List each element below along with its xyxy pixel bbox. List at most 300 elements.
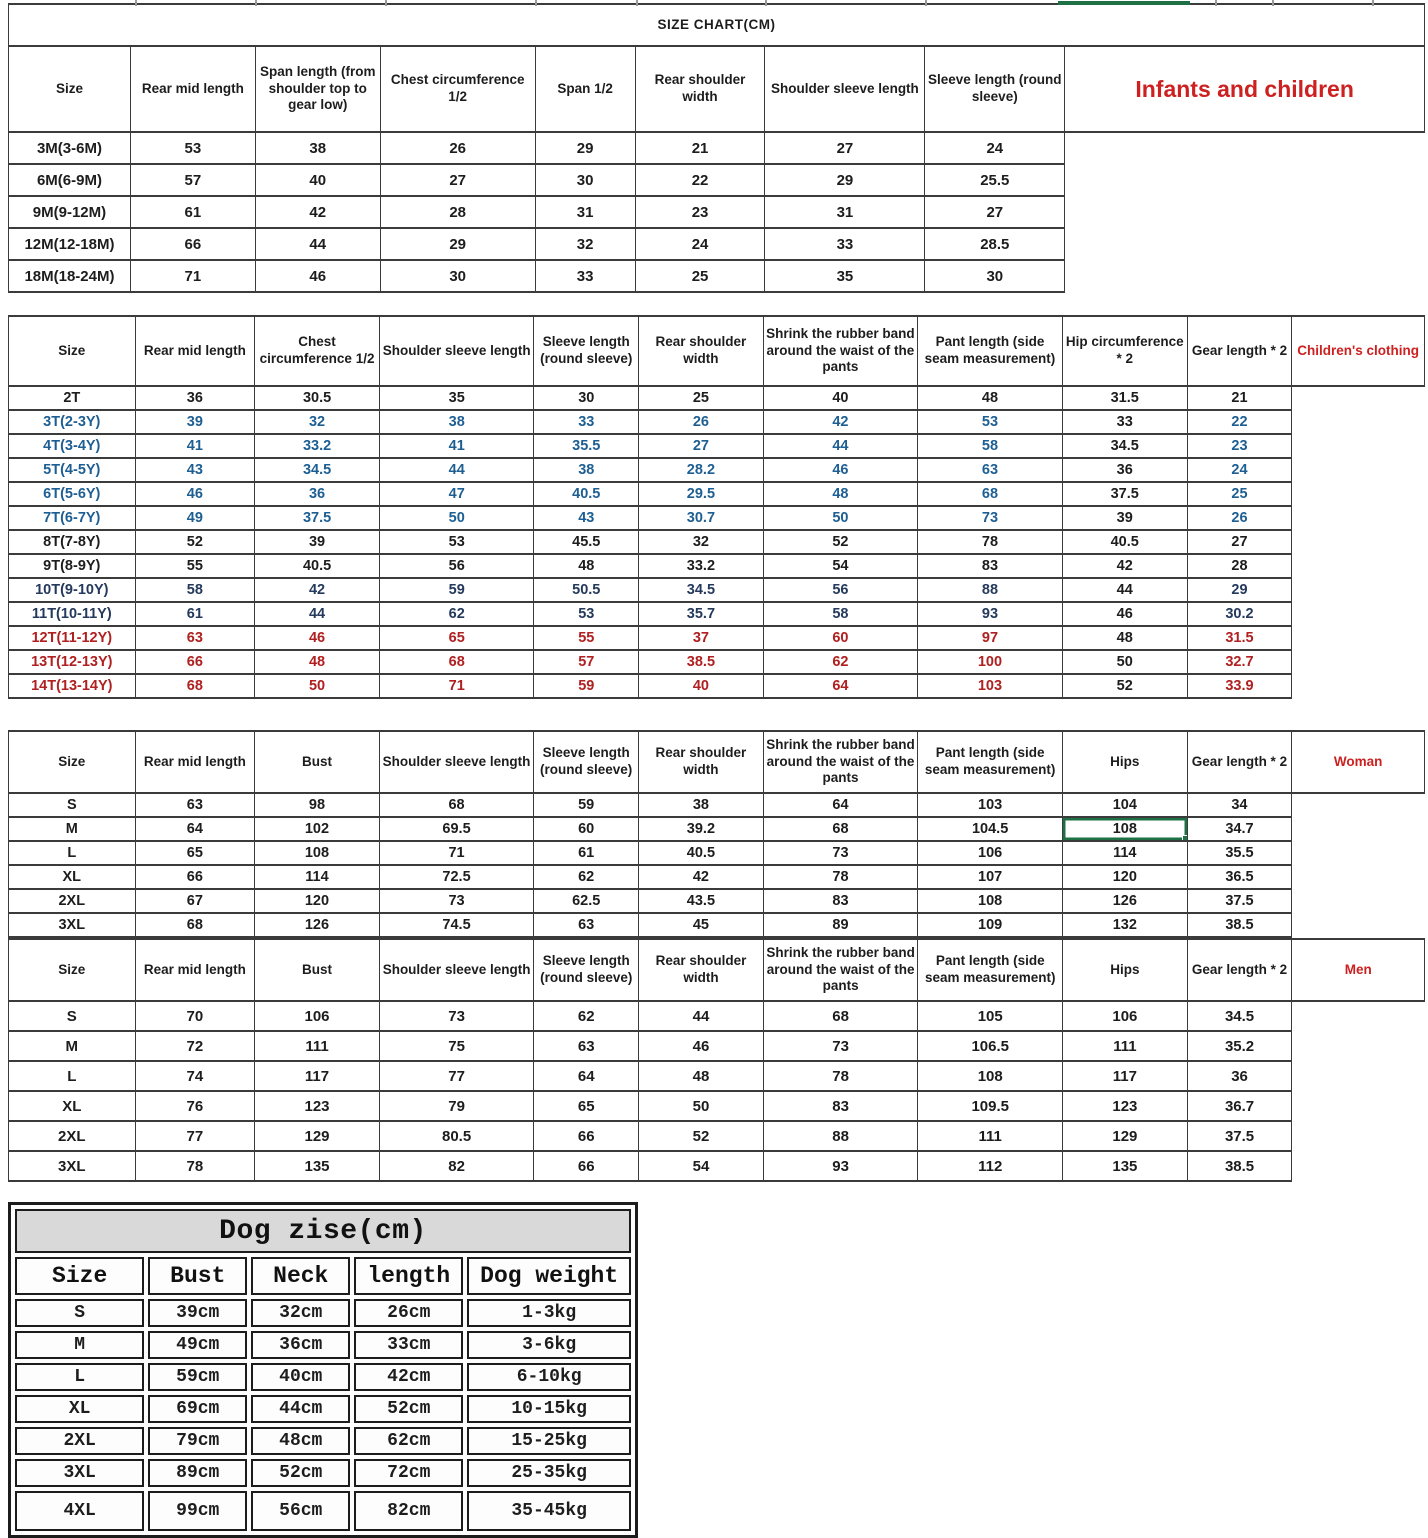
data-cell: 38.5 xyxy=(1187,1151,1292,1181)
data-cell: 31 xyxy=(535,196,635,228)
data-cell: 31.5 xyxy=(1187,626,1292,650)
data-cell: 40.5 xyxy=(534,482,639,506)
data-cell: 68 xyxy=(763,817,918,841)
data-cell: 50 xyxy=(639,1091,764,1121)
data-cell: 112 xyxy=(918,1151,1063,1181)
data-cell: 29 xyxy=(1187,578,1292,602)
data-cell: 34.5 xyxy=(1187,1001,1292,1031)
data-cell: 39.2 xyxy=(639,817,764,841)
column-header: Size xyxy=(9,316,136,386)
size-cell: S xyxy=(9,793,136,817)
data-cell: 29 xyxy=(380,228,535,260)
column-header: Shrink the rubber band around the waist of the pants xyxy=(763,316,917,386)
data-cell: 44 xyxy=(255,602,380,626)
data-cell: 10-15kg xyxy=(467,1395,631,1423)
column-header: Sleeve length (round sleeve) xyxy=(534,316,639,386)
dog-table-body xyxy=(15,1299,631,1531)
column-header: Rear mid length xyxy=(135,939,255,1001)
children-table-head xyxy=(9,316,1425,386)
data-cell: 34.7 xyxy=(1187,817,1292,841)
data-cell: 46 xyxy=(255,626,380,650)
data-cell: 99cm xyxy=(148,1491,247,1531)
gridline-tick xyxy=(1372,0,1374,6)
dog-table-title: Dog zise(cm) xyxy=(15,1209,631,1253)
gridline-tick xyxy=(535,0,537,6)
data-cell: 35.2 xyxy=(1187,1031,1292,1061)
column-header: Gear length * 2 xyxy=(1187,731,1292,793)
table-row xyxy=(9,1001,1425,1031)
column-header: Sleeve length (round sleeve) xyxy=(925,46,1065,132)
size-cell: S xyxy=(9,1001,136,1031)
data-cell: 29 xyxy=(765,164,925,196)
data-cell: 98 xyxy=(255,793,380,817)
data-cell: 129 xyxy=(1063,1121,1188,1151)
data-cell: 34.5 xyxy=(1062,434,1187,458)
data-cell: 71 xyxy=(130,260,255,292)
data-cell: 66 xyxy=(534,1121,639,1151)
size-cell: 4T(3-4Y) xyxy=(9,434,136,458)
data-cell: 57 xyxy=(534,650,639,674)
data-cell: 58 xyxy=(918,434,1063,458)
size-cell: 6T(5-6Y) xyxy=(9,482,136,506)
data-cell: 42 xyxy=(763,410,917,434)
column-header: Chest circumference 1/2 xyxy=(380,46,535,132)
column-header: Chest circumference 1/2 xyxy=(255,316,380,386)
data-cell: 22 xyxy=(635,164,765,196)
table-row xyxy=(15,1363,631,1391)
column-header: Sleeve length (round sleeve) xyxy=(534,731,639,793)
column-header: Sleeve length (round sleeve) xyxy=(534,939,639,1001)
column-header: Rear shoulder width xyxy=(635,46,765,132)
data-cell: 83 xyxy=(918,554,1063,578)
data-cell: 108 xyxy=(255,841,380,865)
data-cell: 78 xyxy=(918,530,1063,554)
data-cell: 104.5 xyxy=(918,817,1063,841)
size-cell: L xyxy=(15,1363,144,1391)
selected-cell: 108 xyxy=(1063,817,1188,841)
data-cell: 52 xyxy=(1062,674,1187,698)
column-header: Dog weight xyxy=(467,1257,631,1295)
data-cell: 50 xyxy=(763,506,917,530)
dog-table-head xyxy=(15,1209,631,1295)
data-cell: 64 xyxy=(534,1061,639,1091)
data-cell: 88 xyxy=(918,578,1063,602)
data-cell: 6-10kg xyxy=(467,1363,631,1391)
size-cell: S xyxy=(15,1299,144,1327)
data-cell: 49 xyxy=(135,506,255,530)
size-chart-title: SIZE CHART(CM) xyxy=(9,4,1425,46)
data-cell: 38 xyxy=(255,132,380,164)
data-cell: 24 xyxy=(1187,458,1292,482)
column-header: Span 1/2 xyxy=(535,46,635,132)
data-cell: 56 xyxy=(763,578,917,602)
data-cell: 100 xyxy=(918,650,1063,674)
data-cell: 111 xyxy=(255,1031,380,1061)
data-cell: 43 xyxy=(135,458,255,482)
data-cell: 73 xyxy=(379,889,534,913)
data-cell: 22 xyxy=(1187,410,1292,434)
data-cell: 23 xyxy=(1187,434,1292,458)
data-cell: 35.5 xyxy=(1187,841,1292,865)
data-cell: 73 xyxy=(379,1001,534,1031)
data-cell: 59cm xyxy=(148,1363,247,1391)
data-cell: 41 xyxy=(379,434,533,458)
data-cell: 26 xyxy=(639,410,764,434)
table-row xyxy=(9,260,1425,292)
table-row xyxy=(9,1061,1425,1091)
data-cell: 126 xyxy=(255,913,380,937)
data-cell: 50 xyxy=(1062,650,1187,674)
data-cell: 78 xyxy=(135,1151,255,1181)
data-cell: 107 xyxy=(918,865,1063,889)
data-cell: 60 xyxy=(763,626,917,650)
data-cell: 46 xyxy=(639,1031,764,1061)
data-cell: 64 xyxy=(763,674,917,698)
data-cell: 35 xyxy=(765,260,925,292)
data-cell: 123 xyxy=(1063,1091,1188,1121)
spacer xyxy=(8,293,1425,315)
size-cell: 7T(6-7Y) xyxy=(9,506,136,530)
table-row xyxy=(9,196,1425,228)
data-cell: 93 xyxy=(763,1151,918,1181)
data-cell: 30.5 xyxy=(255,386,380,410)
data-cell: 23 xyxy=(635,196,765,228)
data-cell: 40.5 xyxy=(255,554,380,578)
data-cell: 106 xyxy=(918,841,1063,865)
data-cell: 66 xyxy=(534,1151,639,1181)
data-cell: 50.5 xyxy=(534,578,639,602)
column-header: Size xyxy=(9,46,131,132)
data-cell: 53 xyxy=(130,132,255,164)
data-cell: 48 xyxy=(534,554,639,578)
column-header: Pant length (side seam measurement) xyxy=(918,731,1063,793)
data-cell: 40 xyxy=(763,386,917,410)
column-header: Neck xyxy=(251,1257,350,1295)
data-cell: 28.5 xyxy=(925,228,1065,260)
data-cell: 105 xyxy=(918,1001,1063,1031)
data-cell: 97 xyxy=(918,626,1063,650)
table-row xyxy=(9,506,1425,530)
woman-size-table xyxy=(8,730,1425,938)
size-cell: 3XL xyxy=(15,1459,144,1487)
data-cell: 47 xyxy=(379,482,533,506)
data-cell: 52 xyxy=(639,1121,764,1151)
data-cell: 104 xyxy=(1063,793,1188,817)
size-cell: 9M(9-12M) xyxy=(9,196,131,228)
data-cell: 36 xyxy=(1187,1061,1292,1091)
data-cell: 33.2 xyxy=(255,434,380,458)
data-cell: 44 xyxy=(379,458,533,482)
data-cell: 40cm xyxy=(251,1363,350,1391)
column-header: Rear shoulder width xyxy=(639,939,764,1001)
data-cell: 25 xyxy=(635,260,765,292)
column-header: Span length (from shoulder top to gear low) xyxy=(255,46,380,132)
infants-category-label: Infants and children xyxy=(1065,46,1425,132)
table-row xyxy=(9,865,1425,889)
data-cell: 15-25kg xyxy=(467,1427,631,1455)
column-header: Shrink the rubber band around the waist of the pants xyxy=(763,731,918,793)
data-cell: 65 xyxy=(534,1091,639,1121)
data-cell: 59 xyxy=(534,793,639,817)
data-cell: 41 xyxy=(135,434,255,458)
men-table-head xyxy=(9,939,1425,1001)
data-cell: 72cm xyxy=(354,1459,463,1487)
table-row xyxy=(9,434,1425,458)
data-cell: 78 xyxy=(763,865,918,889)
data-cell: 37.5 xyxy=(1187,1121,1292,1151)
data-cell: 28 xyxy=(380,196,535,228)
size-cell: 3T(2-3Y) xyxy=(9,410,136,434)
data-cell: 54 xyxy=(639,1151,764,1181)
data-cell: 79cm xyxy=(148,1427,247,1455)
size-cell: XL xyxy=(9,1091,136,1121)
data-cell: 61 xyxy=(130,196,255,228)
data-cell: 129 xyxy=(255,1121,380,1151)
size-cell: 2T xyxy=(9,386,136,410)
data-cell: 59 xyxy=(534,674,639,698)
table-row xyxy=(9,482,1425,506)
data-cell: 69cm xyxy=(148,1395,247,1423)
table-row xyxy=(9,530,1425,554)
data-cell: 114 xyxy=(255,865,380,889)
data-cell: 3-6kg xyxy=(467,1331,631,1359)
data-cell: 62 xyxy=(534,865,639,889)
data-cell: 29 xyxy=(535,132,635,164)
data-cell: 76 xyxy=(135,1091,255,1121)
data-cell: 42 xyxy=(255,196,380,228)
men-category-label: Men xyxy=(1292,939,1425,1001)
data-cell: 39cm xyxy=(148,1299,247,1327)
table-row xyxy=(9,817,1425,841)
data-cell: 93 xyxy=(918,602,1063,626)
data-cell: 52 xyxy=(135,530,255,554)
data-cell: 25.5 xyxy=(925,164,1065,196)
data-cell: 89cm xyxy=(148,1459,247,1487)
data-cell: 38 xyxy=(379,410,533,434)
data-cell: 21 xyxy=(635,132,765,164)
size-cell: 3M(3-6M) xyxy=(9,132,131,164)
column-header: Rear mid length xyxy=(135,316,255,386)
data-cell: 39 xyxy=(255,530,380,554)
table-row xyxy=(9,1031,1425,1061)
data-cell: 62.5 xyxy=(534,889,639,913)
data-cell: 108 xyxy=(918,1061,1063,1091)
gridline-tick xyxy=(925,0,927,6)
size-cell: 5T(4-5Y) xyxy=(9,458,136,482)
data-cell: 48 xyxy=(255,650,380,674)
data-cell: 39 xyxy=(135,410,255,434)
data-cell: 60 xyxy=(534,817,639,841)
data-cell: 68 xyxy=(135,674,255,698)
data-cell: 62cm xyxy=(354,1427,463,1455)
data-cell: 27 xyxy=(380,164,535,196)
data-cell: 45 xyxy=(639,913,764,937)
data-cell: 59 xyxy=(379,578,533,602)
data-cell: 103 xyxy=(918,674,1063,698)
data-cell: 58 xyxy=(135,578,255,602)
table-row xyxy=(9,889,1425,913)
data-cell: 74 xyxy=(135,1061,255,1091)
men-size-table xyxy=(8,938,1425,1182)
column-header: Gear length * 2 xyxy=(1187,316,1292,386)
data-cell: 102 xyxy=(255,817,380,841)
column-header: Rear shoulder width xyxy=(639,316,764,386)
data-cell: 109 xyxy=(918,913,1063,937)
data-cell: 40 xyxy=(639,674,764,698)
data-cell: 37.5 xyxy=(255,506,380,530)
column-header: Hips xyxy=(1063,939,1188,1001)
data-cell: 38.5 xyxy=(1187,913,1292,937)
dog-size-table xyxy=(8,1202,638,1538)
data-cell: 80.5 xyxy=(379,1121,534,1151)
data-cell: 77 xyxy=(379,1061,534,1091)
data-cell: 32 xyxy=(535,228,635,260)
data-cell: 29.5 xyxy=(639,482,764,506)
data-cell: 46 xyxy=(763,458,917,482)
data-cell: 33 xyxy=(1062,410,1187,434)
data-cell: 77 xyxy=(135,1121,255,1151)
column-header: Size xyxy=(15,1257,144,1295)
size-cell: M xyxy=(9,817,136,841)
data-cell: 71 xyxy=(379,841,534,865)
size-cell: 2XL xyxy=(9,889,136,913)
data-cell: 44 xyxy=(255,228,380,260)
size-cell: 13T(12-13Y) xyxy=(9,650,136,674)
spreadsheet-top-gridline xyxy=(0,0,1428,8)
table-row xyxy=(9,228,1425,260)
table-row xyxy=(9,554,1425,578)
data-cell: 44 xyxy=(763,434,917,458)
data-cell: 78 xyxy=(763,1061,918,1091)
data-cell: 28.2 xyxy=(639,458,764,482)
data-cell: 126 xyxy=(1063,889,1188,913)
table-row xyxy=(9,164,1425,196)
data-cell: 26 xyxy=(380,132,535,164)
data-cell: 53 xyxy=(534,602,639,626)
gridline-tick xyxy=(636,0,638,6)
table-row xyxy=(9,602,1425,626)
data-cell: 36.5 xyxy=(1187,865,1292,889)
data-cell: 40.5 xyxy=(639,841,764,865)
data-cell: 120 xyxy=(1063,865,1188,889)
data-cell: 34 xyxy=(1187,793,1292,817)
gridline-tick xyxy=(385,0,387,6)
data-cell: 36 xyxy=(255,482,380,506)
size-cell: 8T(7-8Y) xyxy=(9,530,136,554)
column-header: Size xyxy=(9,939,136,1001)
data-cell: 37.5 xyxy=(1187,889,1292,913)
column-header: Rear mid length xyxy=(130,46,255,132)
size-cell: 12T(11-12Y) xyxy=(9,626,136,650)
data-cell: 135 xyxy=(1063,1151,1188,1181)
data-cell: 34.5 xyxy=(255,458,380,482)
data-cell: 33.2 xyxy=(639,554,764,578)
data-cell: 75 xyxy=(379,1031,534,1061)
data-cell: 88 xyxy=(763,1121,918,1151)
data-cell: 120 xyxy=(255,889,380,913)
data-cell: 108 xyxy=(918,889,1063,913)
data-cell: 27 xyxy=(639,434,764,458)
table-row xyxy=(15,1331,631,1359)
data-cell: 53 xyxy=(379,530,533,554)
size-cell: 12M(12-18M) xyxy=(9,228,131,260)
column-header: Shoulder sleeve length xyxy=(379,316,533,386)
data-cell: 106 xyxy=(1063,1001,1188,1031)
data-cell: 65 xyxy=(379,626,533,650)
data-cell: 106.5 xyxy=(918,1031,1063,1061)
size-cell: 10T(9-10Y) xyxy=(9,578,136,602)
data-cell: 68 xyxy=(918,482,1063,506)
size-cell: 6M(6-9M) xyxy=(9,164,131,196)
data-cell: 61 xyxy=(534,841,639,865)
spacer xyxy=(8,1182,1425,1202)
data-cell: 63 xyxy=(135,793,255,817)
data-cell: 42 xyxy=(639,865,764,889)
data-cell: 52cm xyxy=(251,1459,350,1487)
table-row xyxy=(9,674,1425,698)
table-row xyxy=(9,386,1425,410)
data-cell: 54 xyxy=(763,554,917,578)
data-cell: 73 xyxy=(918,506,1063,530)
data-cell: 30 xyxy=(535,164,635,196)
data-cell: 79 xyxy=(379,1091,534,1121)
size-cell: 4XL xyxy=(15,1491,144,1531)
data-cell: 44 xyxy=(1062,578,1187,602)
data-cell: 40.5 xyxy=(1062,530,1187,554)
data-cell: 48 xyxy=(639,1061,764,1091)
gridline-tick xyxy=(765,0,767,6)
data-cell: 33 xyxy=(765,228,925,260)
table-row xyxy=(9,1091,1425,1121)
data-cell: 44 xyxy=(639,1001,764,1031)
data-cell: 38 xyxy=(534,458,639,482)
table-row xyxy=(9,1151,1425,1181)
data-cell: 123 xyxy=(255,1091,380,1121)
data-cell: 35-45kg xyxy=(467,1491,631,1531)
data-cell: 32.7 xyxy=(1187,650,1292,674)
data-cell: 30.7 xyxy=(639,506,764,530)
selected-column-highlight xyxy=(1058,1,1190,5)
data-cell: 111 xyxy=(1063,1031,1188,1061)
data-cell: 36 xyxy=(1062,458,1187,482)
infants-table-body xyxy=(9,132,1425,292)
column-header: Shoulder sleeve length xyxy=(765,46,925,132)
infants-size-table xyxy=(8,3,1425,293)
table-row xyxy=(15,1459,631,1487)
data-cell: 33 xyxy=(534,410,639,434)
data-cell: 61 xyxy=(135,602,255,626)
data-cell: 114 xyxy=(1063,841,1188,865)
data-cell: 70 xyxy=(135,1001,255,1031)
data-cell: 62 xyxy=(379,602,533,626)
data-cell: 30.2 xyxy=(1187,602,1292,626)
table-row xyxy=(15,1395,631,1423)
data-cell: 26cm xyxy=(354,1299,463,1327)
data-cell: 46 xyxy=(1062,602,1187,626)
data-cell: 25 xyxy=(1187,482,1292,506)
data-cell: 63 xyxy=(534,1031,639,1061)
data-cell: 109.5 xyxy=(918,1091,1063,1121)
data-cell: 50 xyxy=(379,506,533,530)
data-cell: 36.7 xyxy=(1187,1091,1292,1121)
data-cell: 69.5 xyxy=(379,817,534,841)
data-cell: 64 xyxy=(135,817,255,841)
data-cell: 82cm xyxy=(354,1491,463,1531)
data-cell: 68 xyxy=(379,650,533,674)
data-cell: 33cm xyxy=(354,1331,463,1359)
woman-table-head xyxy=(9,731,1425,793)
data-cell: 26 xyxy=(1187,506,1292,530)
